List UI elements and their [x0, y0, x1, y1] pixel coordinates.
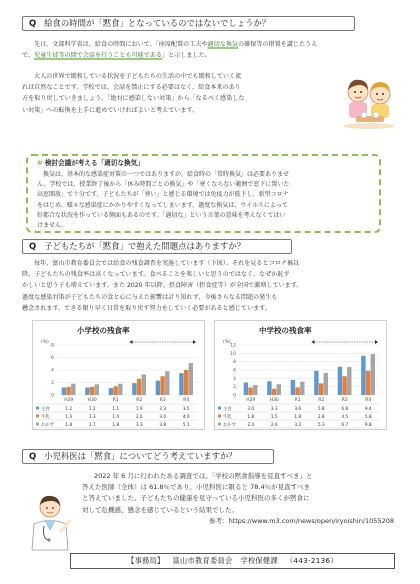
q-marker: Q: [29, 18, 37, 29]
y-axis-unit: (%): [223, 340, 231, 345]
junior-high-leftover-chart: [215, 335, 386, 431]
data-label: 1.3: [88, 414, 96, 420]
legend-swatch: [36, 423, 39, 426]
y-axis-unit: (%): [41, 340, 49, 345]
junior-high-chart-panel: [214, 320, 387, 430]
data-label: 4.0: [182, 414, 190, 420]
x-tick-label: R3: [159, 398, 166, 403]
bar-おかず: [347, 367, 351, 395]
data-label: 5.1: [182, 422, 190, 428]
bar-おかず: [371, 354, 375, 395]
bar-主食: [156, 381, 160, 395]
s2-line: 毎年、富山市教育委員会では給食の残食調査を実施しています（下図）。それを見るとコロナ禍以: [34, 260, 300, 267]
box-line: ん。学校では、授業終了後から「休み時間ごとの換気」や「寒くならない範囲で窓下に置いた: [37, 181, 290, 189]
bar-主食: [62, 388, 66, 396]
bar-主食: [109, 388, 113, 395]
legend-swatch: [36, 415, 39, 418]
data-label: 3.0: [159, 414, 167, 420]
legend-label: 主食: [223, 406, 232, 412]
legend-label: おかず: [41, 422, 54, 428]
section1-heading-text: 給食の時間が「黙食」となっているのではないでしょうか？: [44, 18, 271, 29]
x-tick-label: H29: [64, 398, 74, 403]
footer-tel: （443-2136）: [285, 555, 338, 565]
y-tick-label: 8: [51, 343, 54, 349]
q-marker: Q: [29, 241, 37, 252]
p1-text-d: 」と示しました。: [162, 52, 211, 60]
data-label: 1.8: [247, 414, 255, 420]
p1-text-c: で、: [22, 52, 35, 60]
legend-swatch: [218, 423, 221, 426]
bar-牛乳: [319, 383, 323, 395]
data-label: 2.3: [159, 406, 167, 412]
y-tick-label: 2: [51, 381, 54, 386]
bar-牛乳: [272, 389, 276, 395]
legend-swatch: [218, 407, 221, 410]
legend-label: 牛乳: [41, 414, 50, 420]
p1-text-a: 先日、文部科学省は、給食の時間において、「座席配置の工夫や: [34, 41, 208, 48]
data-label: 9.8: [364, 422, 372, 428]
p2-line: 大人の世界で緩和している状況を子どもたちの生活の中でも緩和していく流: [34, 73, 242, 80]
data-label: 3.5: [182, 406, 190, 412]
bar-牛乳: [295, 388, 299, 396]
data-label: 5.3: [317, 422, 325, 428]
legend-label: おかず: [223, 422, 236, 428]
bar-牛乳: [90, 387, 94, 395]
box-line: をはじめ、様々な感染症にかかりやすくなってしまいます。過度な換気は、ウイルスによって: [37, 201, 288, 209]
legend-label: 牛乳: [223, 414, 232, 420]
data-label: 6.8: [341, 406, 349, 412]
bar-主食: [179, 373, 183, 395]
bar-おかず: [118, 384, 122, 395]
y-tick-label: 6: [233, 368, 236, 374]
chart-title: 中学校の残食率: [259, 326, 312, 335]
arrow-right-head-icon: [193, 340, 196, 344]
bar-主食: [314, 371, 318, 395]
bar-主食: [338, 367, 342, 395]
bar-主食: [244, 383, 248, 396]
y-tick-label: 2: [233, 385, 236, 391]
legend-label: 主食: [41, 406, 50, 412]
section3-heading: [22, 449, 274, 464]
box-line: 換気は、基本的な感染症対策の一つではありますが、給食時の「常時換気」は必要ありませ: [43, 170, 290, 178]
data-label: 3.2: [294, 422, 302, 428]
data-label: 1.2: [65, 406, 73, 412]
bar-牛乳: [113, 386, 117, 395]
s3-line: 対して危機感、懸念を感じているという結果でした。: [82, 505, 238, 514]
x-tick-label: R1: [294, 398, 301, 403]
arrow-left-head-icon: [312, 340, 315, 344]
y-tick-label: 8: [233, 360, 236, 366]
x-tick-label: R2: [136, 398, 143, 403]
p1-highlight-ventilation: 適切な換気: [207, 41, 239, 48]
bar-おかず: [253, 385, 257, 395]
data-label: 1.2: [88, 406, 96, 412]
y-tick-label: 10: [230, 351, 236, 357]
section1-paragraph-1: [22, 39, 398, 61]
legend-swatch: [218, 415, 221, 418]
footer-dept: 学校保健課: [240, 555, 278, 565]
footer-org: 富山市教育委員会: [172, 555, 233, 565]
s2-line: 過度な感染対策が子どもたちの食と心に与えた影響は計り知れず、今後さらなる問題の発生も: [22, 293, 278, 301]
section2-paragraph: [22, 258, 398, 314]
arrow-right-head-icon: [375, 340, 378, 344]
data-label: 4.5: [341, 414, 349, 420]
bar-おかず: [324, 373, 328, 395]
p2-line: 方を取り戻していきましょう。「絶対に感染しない対策」から「なるべく感染しな: [22, 95, 245, 103]
elementary-leftover-chart: [33, 335, 204, 431]
data-label: 2.6: [270, 422, 278, 428]
s3-line: 答えた医師（全体）は 61.8％であり、小児科医に限ると 78.4％が見直すべき: [82, 483, 310, 492]
data-label: 1.8: [112, 422, 120, 428]
doctor-illustration: [24, 492, 76, 552]
s3-line: と答えていました。子どもたちの健康を見守っている小児科医の多くが黙食に: [82, 494, 310, 503]
x-tick-label: R4: [183, 398, 190, 403]
bar-牛乳: [184, 370, 188, 395]
p2-line: れは自然なことです。学校では、会話を禁止にする必要はなく、給食本来のあり: [22, 84, 241, 92]
bar-牛乳: [366, 371, 370, 395]
bar-おかず: [277, 384, 281, 395]
data-label: 3.6: [294, 406, 302, 412]
section3-heading-text: 小児科医は「黙食」についてどう考えていますか？: [44, 451, 237, 462]
box-line: けません。: [37, 222, 68, 230]
data-label: 2.8: [317, 414, 325, 420]
data-label: 5.8: [317, 406, 325, 412]
legend-swatch: [36, 407, 39, 410]
section1-heading: [22, 16, 355, 31]
x-tick-label: R3: [341, 398, 348, 403]
x-tick-label: R2: [318, 398, 325, 403]
ventilation-box-body: [37, 170, 371, 232]
section3-paragraph: [82, 471, 394, 527]
y-tick-label: 6: [51, 356, 54, 361]
data-label: 1.1: [112, 406, 120, 412]
data-label: 2.6: [135, 414, 143, 420]
bar-主食: [361, 356, 365, 395]
s3-line: 2022 年 6 月に行われたある調査では、「学校の黙食指導を見直すべき」と: [94, 472, 313, 480]
data-label: 1.8: [294, 414, 302, 420]
y-tick-label: 0: [51, 393, 54, 399]
data-label: 1.4: [112, 414, 120, 420]
s2-line: かしいと思う子も増えています。また 2020 年以降、摂食障害（拒食症等）が全国で激増しています。: [22, 282, 303, 290]
data-label: 1.7: [88, 422, 96, 428]
data-label: 9.4: [364, 406, 372, 412]
p1-text-b: の確保等の措置を講じたうえ: [238, 41, 318, 48]
x-tick-label: R1: [112, 398, 119, 403]
box-title-text: 検討会議が考える「適切な換気」: [44, 159, 144, 167]
ventilation-info-box: [26, 154, 381, 233]
elementary-chart-panel: [32, 320, 205, 430]
y-tick-label: 0: [233, 393, 236, 399]
q-marker: Q: [29, 451, 37, 462]
y-tick-label: 12: [230, 343, 236, 349]
data-label: 2.4: [247, 422, 255, 428]
reference-link: 参考：https://www.m3.com/news/open/iryoishin/1055208: [209, 516, 394, 525]
bar-おかず: [95, 384, 99, 395]
x-tick-label: R4: [365, 398, 372, 403]
bar-主食: [132, 383, 136, 395]
data-label: 3.3: [135, 422, 143, 428]
bar-おかず: [300, 382, 304, 395]
ventilation-box-title: [37, 159, 371, 169]
data-label: 1.8: [65, 422, 73, 428]
bar-おかず: [71, 384, 75, 395]
bar-牛乳: [66, 387, 70, 395]
data-label: 3.0: [247, 406, 255, 412]
bar-牛乳: [137, 379, 141, 395]
s2-line: 降、子どもたちの残食率は高くなっています。食べることを楽しいと思うのではなく、なぜか恥ず: [22, 271, 290, 279]
x-tick-label: H30: [87, 398, 97, 403]
section2-heading: [22, 239, 292, 254]
bar-おかず: [189, 363, 193, 395]
asterisk-icon: ✻: [37, 159, 43, 167]
box-line: 好都合な状況を作っている側面もあるのです。「適切な」という言葉の意味を考えなくてはい: [37, 212, 286, 220]
section1-paragraph-2: [22, 71, 340, 116]
bar-主食: [267, 381, 271, 395]
data-label: 1.3: [65, 414, 73, 420]
p1-highlight-conversation: 児童生徒等の間で会話を行うことも可能である: [34, 52, 163, 60]
bar-主食: [85, 388, 89, 396]
x-tick-label: H29: [246, 398, 256, 403]
bar-おかず: [165, 371, 169, 395]
bar-牛乳: [248, 388, 252, 396]
bar-牛乳: [342, 376, 346, 395]
chart-title: 小学校の残食率: [77, 326, 130, 335]
bar-主食: [291, 380, 295, 395]
data-label: 5.8: [364, 414, 372, 420]
arrow-left-head-icon: [130, 340, 133, 344]
data-label: 1.5: [270, 414, 278, 420]
x-tick-label: H30: [269, 398, 279, 403]
contact-footer: [70, 553, 395, 569]
kids-eating-illustration: [340, 70, 398, 130]
s2-line: 懸念されます。できる限り早く日常を取り戻す努力をしていく必要があると感じています。: [22, 304, 271, 312]
data-label: 3.8: [159, 422, 167, 428]
footer-label: 【事務局】: [127, 555, 165, 565]
p2-line: い対策」への転換を上手に進めていければよいと考えています。: [22, 106, 199, 114]
y-tick-label: 4: [51, 368, 54, 374]
y-tick-label: 4: [233, 376, 236, 382]
data-label: 3.3: [270, 406, 278, 412]
bar-牛乳: [160, 376, 164, 395]
data-label: 6.7: [341, 422, 349, 428]
section2-heading-text: 子どもたちが「黙食」で抱えた問題点はありますか？: [44, 241, 246, 252]
data-label: 1.9: [135, 406, 143, 412]
box-line: 高窓開放」で十分です。子どもたちが「寒い」と感じる環境では免疫力が低下し、新型コロナ: [37, 191, 289, 199]
bar-おかず: [142, 374, 146, 395]
